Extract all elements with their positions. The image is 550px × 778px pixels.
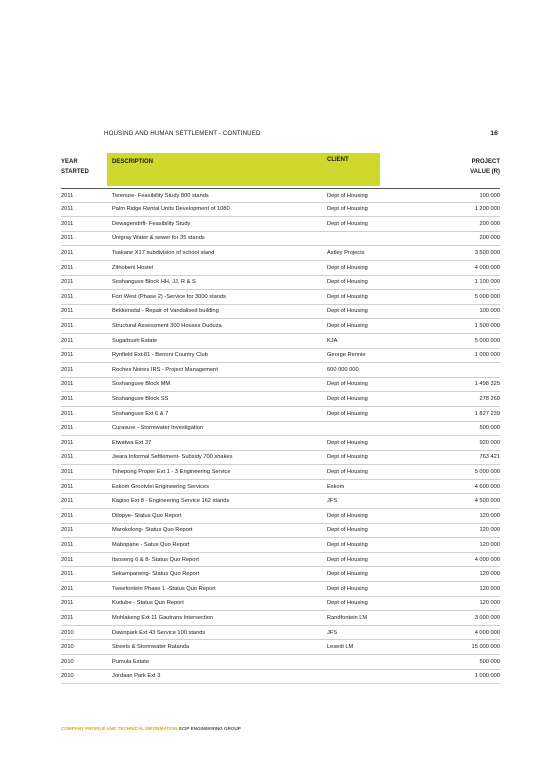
year-cell: 2010 xyxy=(61,673,74,680)
column-header-description: DESCRIPTION xyxy=(107,153,380,186)
description-cell: Kagiso Ext 8 - Engineering Service 162 stands xyxy=(112,498,230,505)
description-cell: Soshanguve Ext 6 & 7 xyxy=(112,410,169,417)
year-cell: 2011 xyxy=(61,498,74,505)
year-cell: 2011 xyxy=(61,527,74,534)
table-row xyxy=(61,640,500,655)
value-cell: 120 000 xyxy=(479,541,500,548)
table-row xyxy=(61,509,500,524)
client-cell: Dept of Housing xyxy=(327,381,368,388)
year-cell: 2011 xyxy=(61,381,74,388)
value-cell: 920 000 xyxy=(479,439,500,446)
description-cell: Streets & Stormwater Ratanda xyxy=(112,644,190,651)
year-cell: 2011 xyxy=(61,366,74,373)
description-cell: Roches Noires IRS - Project Management xyxy=(112,366,218,373)
project-table-body xyxy=(61,188,500,684)
description-cell: Etwatwa Ext 37 xyxy=(112,439,152,446)
client-cell: 600 000 000 xyxy=(327,366,359,373)
table-row xyxy=(61,349,500,364)
year-cell: 2011 xyxy=(61,235,74,242)
value-cell: 1 200 000 xyxy=(474,206,500,213)
description-cell: Pumula Estate xyxy=(112,658,149,665)
value-cell: 278 260 xyxy=(479,396,500,402)
value-cell: 1 498 325 xyxy=(474,381,500,388)
year-cell: 2011 xyxy=(61,220,74,227)
year-cell: 2011 xyxy=(61,337,74,344)
year-cell: 2011 xyxy=(61,600,74,607)
table-row xyxy=(61,524,500,539)
table-row xyxy=(61,232,500,247)
client-cell: Dept of Housing xyxy=(327,206,368,213)
value-cell: 3 000 000 xyxy=(474,614,500,621)
value-cell: 200 000 xyxy=(479,235,500,242)
year-cell: 2011 xyxy=(61,250,74,257)
description-cell: Zithobeni Hostel xyxy=(112,264,154,271)
client-cell: Dept of Housing xyxy=(327,220,368,227)
value-cell: 100 000 xyxy=(479,192,500,199)
value-cell: 5 000 000 xyxy=(474,293,500,300)
year-cell: 2011 xyxy=(61,206,74,213)
description-cell: Dilopye- Status Quo Report xyxy=(112,512,182,519)
value-cell: 4 600 000 xyxy=(474,483,500,490)
table-row xyxy=(61,582,500,597)
table-row xyxy=(61,436,500,451)
table-row xyxy=(61,203,500,218)
table-row xyxy=(61,553,500,568)
client-cell: Dept of Housing xyxy=(327,512,368,519)
value-cell: 120 000 xyxy=(479,585,500,592)
value-cell: 4 000 000 xyxy=(474,629,500,636)
client-cell: Dept of Housing xyxy=(327,308,368,315)
description-cell: Rynfield Ext 81 - Benoni Country Club xyxy=(112,352,208,359)
year-cell: 2010 xyxy=(61,644,74,651)
description-cell: Dawnpark Ext 43 Service 100 stands xyxy=(112,629,206,636)
value-cell: 100 000 xyxy=(479,308,500,315)
value-cell: 200 000 xyxy=(479,220,500,227)
description-cell: Curasure - Stormwater Investigation xyxy=(112,425,204,432)
value-cell: 1 500 000 xyxy=(474,323,500,330)
year-cell: 2011 xyxy=(61,541,74,548)
table-row xyxy=(61,334,500,349)
description-cell: Structural Assessment 300 Houses Duduza xyxy=(112,323,222,330)
client-cell: Randfontein LM xyxy=(327,614,368,621)
section-title: HOUSING AND HUMAN SETTLEMENT - CONTINUED xyxy=(104,130,261,137)
table-row xyxy=(61,480,500,495)
value-cell: 5 000 000 xyxy=(474,337,500,344)
year-cell: 2010 xyxy=(61,658,74,665)
table-row xyxy=(61,378,500,393)
table-row xyxy=(61,261,500,276)
description-cell: Sekampaneng- Status Quo Report xyxy=(112,571,200,578)
page-footer xyxy=(61,726,241,731)
client-cell: JFS xyxy=(327,498,338,505)
year-cell: 2011 xyxy=(61,585,74,592)
column-header-year: YEAR STARTED xyxy=(61,159,89,175)
value-cell: 763 421 xyxy=(479,454,500,461)
value-cell: 5 000 000 xyxy=(474,468,500,475)
description-cell: Mohlakeng Ext 11 Gautrans Intersection xyxy=(112,614,214,621)
client-cell: Dept of Housing xyxy=(327,571,368,578)
year-cell: 2011 xyxy=(61,512,74,519)
client-cell: George Rennie xyxy=(327,352,366,359)
year-cell: 2011 xyxy=(61,425,74,432)
description-cell: Tshepong Proper Ext 1 - 3 Engineering Service xyxy=(112,468,231,475)
value-cell: 1 100 000 xyxy=(474,279,500,286)
table-row xyxy=(61,188,500,203)
table-row xyxy=(61,597,500,612)
description-cell: Palm Ridge Rental Units Development of 1080 xyxy=(112,206,230,213)
value-cell: 120 000 xyxy=(479,512,500,519)
client-cell: KJA xyxy=(327,337,338,344)
value-cell: 4 000 000 xyxy=(474,556,500,563)
value-cell: 500 000 xyxy=(479,425,500,432)
value-cell: 120 000 xyxy=(479,600,500,607)
client-cell: Dept of Housing xyxy=(327,323,368,330)
description-cell: Jwara Informal Settlement- Subsidy 700 shakes xyxy=(112,454,233,461)
client-cell: Dept of Housing xyxy=(327,600,368,607)
table-row xyxy=(61,451,500,466)
value-cell: 1 000 000 xyxy=(474,352,500,359)
year-cell: 2011 xyxy=(61,396,74,402)
client-cell: Dept of Housing xyxy=(327,279,368,286)
year-cell: 2011 xyxy=(61,352,74,359)
year-cell: 2011 xyxy=(61,454,74,461)
client-cell: Dept of Housing xyxy=(327,264,368,271)
column-header-client: CLIENT xyxy=(327,157,349,163)
table-header xyxy=(61,153,500,186)
year-cell: 2010 xyxy=(61,629,74,636)
client-cell: Dept of Housing xyxy=(327,439,368,446)
table-row xyxy=(61,217,500,232)
footer-group-name: SCIP ENGINEERING GROUP xyxy=(178,726,241,731)
client-cell: Dept of Housing xyxy=(327,556,368,563)
description-cell: Soshanguve Block HH, JJ, R & S xyxy=(112,279,196,286)
year-cell: 2011 xyxy=(61,279,74,286)
table-row xyxy=(61,305,500,320)
year-cell: 2011 xyxy=(61,192,74,199)
description-cell: Dewagendrift- Feasibility Study xyxy=(112,220,191,227)
table-row xyxy=(61,655,500,670)
year-cell: 2011 xyxy=(61,293,74,300)
year-cell: 2011 xyxy=(61,308,74,315)
description-cell: Sugarbush Estate xyxy=(112,337,158,344)
table-row xyxy=(61,363,500,378)
client-cell: Dept of Housing xyxy=(327,585,368,592)
year-cell: 2011 xyxy=(61,264,74,271)
page-header xyxy=(104,130,498,140)
value-cell: 1 000 000 xyxy=(474,673,500,680)
value-cell: 3 500 000 xyxy=(474,250,500,257)
client-cell: Astley Projects xyxy=(327,250,365,257)
year-cell: 2011 xyxy=(61,468,74,475)
description-cell: Soshanguve Block MM xyxy=(112,381,171,388)
client-cell: Dept of Housing xyxy=(327,541,368,548)
table-row xyxy=(61,567,500,582)
description-cell: Tweefontein Phase 1 -Status Quo Report xyxy=(112,585,216,592)
value-cell: 120 000 xyxy=(479,571,500,578)
description-cell: Jordaan Park Ext 3 xyxy=(112,673,161,680)
table-row xyxy=(61,422,500,437)
description-cell: Bekkersdal - Repair of Vandalised building xyxy=(112,308,219,315)
column-header-value: PROJECT VALUE (R) xyxy=(470,159,500,175)
description-cell: Eskom Grootvlei Engineering Services xyxy=(112,483,210,490)
table-row xyxy=(61,465,500,480)
client-cell: Eskom xyxy=(327,483,345,490)
client-cell: Dept of Housing xyxy=(327,454,368,461)
client-cell: Dept of Housing xyxy=(327,293,368,300)
value-cell: 500 000 xyxy=(479,658,500,665)
table-row xyxy=(61,276,500,291)
description-cell: Kudube - Status Quo Report xyxy=(112,600,184,607)
value-cell: 4 500 000 xyxy=(474,498,500,505)
table-row xyxy=(61,246,500,261)
description-cell: Marokolong- Status Quo Report xyxy=(112,527,193,534)
description-cell: Soshanguve Block SS xyxy=(112,396,169,402)
year-cell: 2011 xyxy=(61,571,74,578)
table-row xyxy=(61,611,500,626)
value-cell: 1 827 239 xyxy=(474,410,500,417)
client-cell: Dept of Housing xyxy=(327,410,368,417)
client-cell: JFS xyxy=(327,629,338,636)
year-cell: 2011 xyxy=(61,483,74,490)
description-cell: Mabopane - Satus Quo Report xyxy=(112,541,190,548)
value-cell: 4 000 000 xyxy=(474,264,500,271)
description-cell: Fort West (Phase 2) -Service for 3000 stands xyxy=(112,293,227,300)
year-cell: 2011 xyxy=(61,614,74,621)
year-cell: 2011 xyxy=(61,556,74,563)
description-cell: Terenure- Feasibility Study 800 stands xyxy=(112,192,209,199)
year-cell: 2011 xyxy=(61,410,74,417)
table-row xyxy=(61,670,500,685)
value-cell: 15 000 000 xyxy=(471,644,500,651)
year-cell: 2011 xyxy=(61,439,74,446)
table-row xyxy=(61,290,500,305)
description-cell: Itsoseng 6 & 8- Status Quo Report xyxy=(112,556,199,563)
table-row xyxy=(61,626,500,641)
table-row xyxy=(61,494,500,509)
footer-company-profile: COMPANY PROFILE AND TECHNICAL INFORMATION xyxy=(61,726,178,731)
page-number: 16 xyxy=(490,130,498,137)
client-cell: Dept of Housing xyxy=(327,192,368,199)
client-cell: Lesedi LM xyxy=(327,644,354,651)
year-cell: 2011 xyxy=(61,323,74,330)
table-row xyxy=(61,538,500,553)
table-row xyxy=(61,319,500,334)
value-cell: 120 000 xyxy=(479,527,500,534)
client-cell: Dept of Housing xyxy=(327,468,368,475)
table-row xyxy=(61,407,500,422)
description-cell: Unigray Water & sewer for 35 stands xyxy=(112,235,205,242)
client-cell: Dept of Housing xyxy=(327,527,368,534)
table-row xyxy=(61,392,500,407)
client-cell: Dept of Housing xyxy=(327,396,368,402)
description-cell: Tsakane X17 subdivision of school stand xyxy=(112,250,215,257)
